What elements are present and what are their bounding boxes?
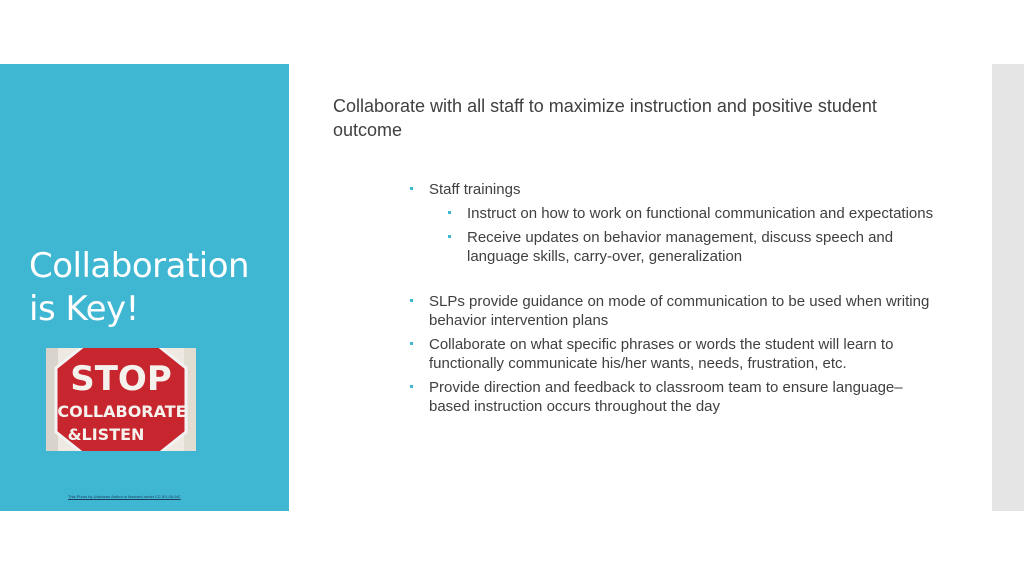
bullet-slp-guidance: SLPs provide guidance on mode of communication to be used when writing behavior intervention plans [410, 292, 940, 330]
slide-title [29, 245, 269, 331]
bullet-collaborate-phrases: Collaborate on what specific phrases or words the student will learn to functionally communicate his/her wants, needs, frustration, etc. [410, 335, 940, 373]
sub-bullet-functional-communication: Instruct on how to work on functional communication and expectations [448, 204, 940, 223]
sub-bullet-behavior-updates: Receive updates on behavior management, discuss speech and language skills, carry-over, generalization [448, 228, 940, 266]
slide-heading: Collaborate with all staff to maximize instruction and positive student outcome [333, 96, 877, 140]
slide-title-line1: Collaboration [29, 246, 250, 286]
stop-sign-image [46, 348, 196, 451]
title-panel [0, 64, 289, 511]
slide-title-line2: is Key! [29, 289, 139, 329]
image-credit[interactable] [68, 494, 181, 499]
stop-sign-photo [46, 348, 196, 451]
bullet-gap [410, 271, 940, 292]
bullet-staff-trainings: Staff trainings [410, 180, 940, 199]
sign-text-stop: STOP [70, 359, 172, 399]
scrollbar[interactable] [992, 64, 1024, 511]
sign-text-listen: &LISTEN [67, 425, 145, 444]
image-credit-link[interactable]: This Photo by Unknown Author is licensed under CC BY-SA-NC [68, 494, 181, 499]
sign-text-collaborate: COLLABORATE [57, 402, 187, 421]
bullet-list [410, 180, 940, 421]
bullet-provide-direction: Provide direction and feedback to classroom team to ensure language–based instruction occurs throughout the day [410, 378, 940, 416]
